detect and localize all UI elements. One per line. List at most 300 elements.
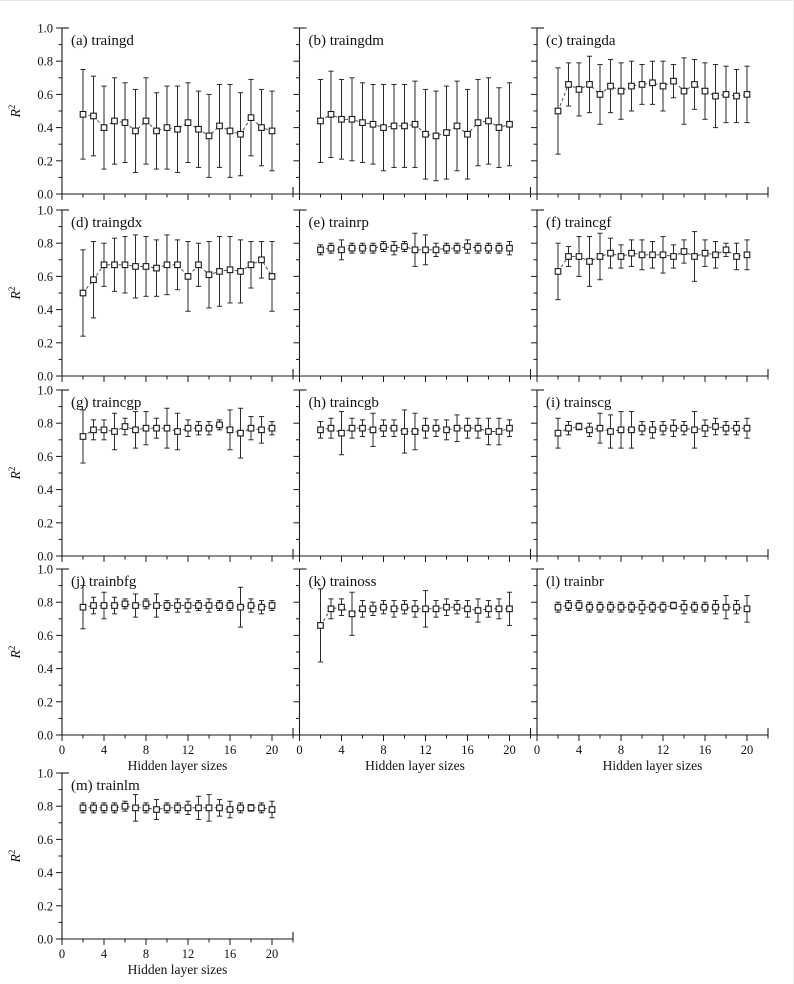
y-tick-label: 0.8	[37, 799, 53, 814]
data-point-marker	[259, 427, 265, 433]
x-tick-label: 0	[58, 743, 66, 757]
data-point-marker	[660, 252, 666, 258]
panel-label: (l) trainbr	[546, 574, 604, 590]
data-point-marker	[360, 245, 366, 251]
panel-label: (f) traincgf	[546, 215, 612, 231]
y-axis-title: $R^2$	[7, 849, 23, 863]
data-point-marker	[217, 123, 223, 129]
data-point-marker	[671, 603, 677, 609]
data-point-marker	[248, 603, 254, 609]
data-point-marker	[143, 805, 149, 811]
data-point-marker	[248, 805, 254, 811]
data-point-marker	[112, 603, 118, 609]
x-axis-title: Hidden layer sizes	[602, 758, 703, 773]
y-tick-label: 0.4	[37, 483, 53, 498]
y-tick-label: 0.2	[37, 695, 53, 710]
panel-m	[7, 767, 293, 978]
data-point-marker	[269, 128, 275, 134]
data-point-marker	[91, 603, 97, 609]
data-point-marker	[433, 425, 439, 431]
data-point-marker	[227, 603, 233, 609]
data-point-marker	[444, 245, 450, 251]
data-point-marker	[112, 262, 118, 268]
data-point-marker	[143, 425, 149, 431]
data-point-marker	[597, 425, 603, 431]
data-point-marker	[433, 606, 439, 612]
y-tick-label: 0.8	[37, 236, 53, 251]
x-tick-label: 16	[223, 947, 237, 961]
data-point-marker	[486, 429, 492, 435]
data-point-marker	[555, 108, 561, 114]
x-tick-label: 4	[100, 947, 108, 961]
data-point-marker	[692, 254, 698, 260]
data-point-marker	[402, 604, 408, 610]
data-point-marker	[734, 604, 740, 610]
data-point-marker	[238, 604, 244, 610]
data-point-marker	[660, 425, 666, 431]
data-point-marker	[227, 427, 233, 433]
data-point-marker	[381, 125, 387, 131]
data-point-marker	[91, 427, 97, 433]
data-point-marker	[681, 425, 687, 431]
data-point-marker	[217, 805, 223, 811]
data-point-marker	[608, 604, 614, 610]
data-point-marker	[318, 427, 324, 433]
y-axis-title: $R^2$	[7, 466, 23, 480]
data-point-marker	[629, 83, 635, 89]
data-point-marker	[339, 604, 345, 610]
data-point-marker	[259, 604, 265, 610]
data-point-marker	[681, 249, 687, 255]
data-point-marker	[639, 604, 645, 610]
panel-label: (m) trainlm	[71, 778, 140, 794]
data-point-marker	[185, 274, 191, 280]
data-point-marker	[507, 121, 513, 127]
data-point-marker	[507, 606, 513, 612]
x-tick-label: 20	[265, 947, 279, 961]
panel-c	[531, 28, 768, 200]
data-point-marker	[101, 805, 107, 811]
data-point-marker	[734, 254, 740, 260]
data-point-marker	[423, 131, 429, 137]
data-point-marker	[692, 604, 698, 610]
data-point-marker	[475, 120, 481, 126]
panel-b	[294, 28, 531, 200]
y-tick-label: 0.4	[37, 121, 53, 136]
data-point-marker	[339, 430, 345, 436]
data-point-marker	[391, 425, 397, 431]
y-tick-label: 0.2	[37, 336, 53, 351]
data-point-marker	[402, 123, 408, 129]
data-point-marker	[185, 805, 191, 811]
data-point-marker	[101, 427, 107, 433]
x-tick-label: 12	[656, 743, 670, 757]
data-point-marker	[391, 606, 397, 612]
data-point-marker	[154, 425, 160, 431]
x-tick-label: 4	[338, 743, 345, 757]
data-point-marker	[713, 93, 719, 99]
data-point-marker	[227, 267, 233, 273]
data-point-marker	[671, 425, 677, 431]
data-point-marker	[597, 604, 603, 610]
data-point-marker	[328, 425, 334, 431]
data-point-marker	[175, 262, 181, 268]
x-tick-label: 0	[58, 947, 66, 961]
data-point-marker	[433, 247, 439, 253]
error-bars	[318, 589, 512, 662]
data-point-marker	[629, 250, 635, 256]
data-point-marker	[91, 805, 97, 811]
data-point-marker	[112, 805, 118, 811]
data-point-marker	[391, 123, 397, 129]
data-point-marker	[618, 427, 624, 433]
data-point-marker	[143, 264, 149, 270]
data-point-marker	[133, 805, 139, 811]
y-tick-label: 0.0	[37, 932, 53, 947]
data-point-marker	[196, 126, 202, 132]
data-point-marker	[122, 262, 128, 268]
data-point-marker	[154, 807, 160, 813]
y-tick-label: 1.0	[37, 766, 53, 781]
data-point-marker	[587, 82, 593, 88]
x-tick-label: 12	[181, 947, 195, 961]
data-point-marker	[133, 603, 139, 609]
data-point-marker	[650, 427, 656, 433]
data-point-marker	[370, 427, 376, 433]
data-point-marker	[80, 290, 86, 296]
data-point-marker	[566, 425, 572, 431]
x-tick-label: 16	[223, 743, 237, 757]
data-point-marker	[576, 254, 582, 260]
data-point-marker	[496, 429, 502, 435]
x-tick-label: 12	[419, 743, 432, 757]
data-point-marker	[608, 250, 614, 256]
data-point-marker	[608, 429, 614, 435]
panel-label: (b) traingdm	[308, 33, 384, 49]
data-point-marker	[412, 247, 418, 253]
data-point-marker	[259, 805, 265, 811]
data-point-marker	[112, 429, 118, 435]
x-axis-title: Hidden layer sizes	[127, 758, 228, 773]
data-point-marker	[122, 120, 128, 126]
data-point-marker	[175, 126, 181, 132]
data-point-marker	[143, 601, 149, 607]
data-point-marker	[238, 269, 244, 275]
x-axis-title: Hidden layer sizes	[365, 758, 465, 773]
data-point-marker	[433, 133, 439, 139]
data-point-marker	[370, 121, 376, 127]
data-point-marker	[349, 425, 355, 431]
y-tick-label: 1.0	[37, 203, 53, 218]
figure-grid	[0, 1, 794, 984]
data-point-marker	[122, 424, 128, 430]
data-point-marker	[475, 608, 481, 614]
data-point-marker	[349, 117, 355, 123]
data-point-marker	[154, 128, 160, 134]
data-point-marker	[248, 115, 254, 121]
data-point-marker	[328, 112, 334, 118]
error-bars	[80, 235, 274, 336]
data-point-marker	[91, 113, 97, 119]
data-point-marker	[318, 247, 324, 253]
data-point-marker	[608, 83, 614, 89]
data-point-marker	[206, 603, 212, 609]
data-point-marker	[555, 269, 561, 275]
data-point-marker	[349, 611, 355, 617]
data-point-marker	[196, 262, 202, 268]
x-tick-label: 12	[181, 743, 195, 757]
data-point-marker	[454, 123, 460, 129]
data-point-marker	[101, 262, 107, 268]
panel-a	[7, 22, 293, 202]
y-axis-title: $R^2$	[7, 645, 23, 659]
data-point-marker	[744, 252, 750, 258]
data-point-marker	[475, 425, 481, 431]
y-tick-label: 0.0	[37, 187, 53, 202]
data-point-marker	[639, 82, 645, 88]
data-point-marker	[660, 83, 666, 89]
data-point-marker	[381, 244, 387, 250]
data-point-marker	[723, 247, 729, 253]
data-point-marker	[259, 125, 265, 131]
data-point-marker	[734, 425, 740, 431]
y-axis-title: $R^2$	[7, 104, 23, 118]
data-point-marker	[660, 604, 666, 610]
panel-g	[7, 384, 293, 564]
data-point-marker	[381, 425, 387, 431]
x-tick-label: 4	[100, 743, 108, 757]
y-tick-label: 1.0	[37, 21, 53, 36]
x-axis-title: Hidden layer sizes	[127, 962, 228, 977]
data-point-marker	[206, 272, 212, 278]
data-point-marker	[412, 429, 418, 435]
data-point-marker	[723, 92, 729, 98]
data-point-marker	[486, 606, 492, 612]
x-tick-label: 0	[296, 743, 303, 757]
data-point-marker	[164, 125, 170, 131]
data-point-marker	[143, 118, 149, 124]
y-tick-label: 0.8	[37, 416, 53, 431]
data-point-marker	[681, 604, 687, 610]
data-point-marker	[671, 254, 677, 260]
y-tick-label: 0.4	[37, 866, 53, 881]
data-point-marker	[318, 623, 324, 629]
data-point-marker	[133, 128, 139, 134]
panel-k	[294, 569, 531, 773]
data-point-marker	[423, 425, 429, 431]
data-point-marker	[744, 606, 750, 612]
y-tick-label: 0.6	[37, 269, 53, 284]
y-tick-label: 1.0	[37, 562, 53, 577]
data-point-marker	[702, 425, 708, 431]
data-point-marker	[206, 805, 212, 811]
panel-label: (a) traingd	[71, 33, 134, 49]
data-point-marker	[444, 130, 450, 136]
data-point-marker	[175, 429, 181, 435]
data-point-marker	[101, 603, 107, 609]
data-point-marker	[360, 425, 366, 431]
data-point-marker	[196, 603, 202, 609]
data-point-marker	[465, 244, 471, 250]
data-point-marker	[402, 244, 408, 250]
data-point-marker	[269, 274, 275, 280]
y-tick-label: 0.2	[37, 516, 53, 531]
data-point-marker	[80, 112, 86, 118]
data-point-marker	[650, 252, 656, 258]
data-point-marker	[196, 425, 202, 431]
data-point-marker	[175, 603, 181, 609]
data-point-marker	[80, 434, 86, 440]
data-point-marker	[587, 604, 593, 610]
data-point-marker	[259, 257, 265, 263]
data-point-marker	[328, 245, 334, 251]
panel-h	[294, 390, 531, 562]
data-point-marker	[412, 121, 418, 127]
data-point-marker	[555, 430, 561, 436]
panel-i	[531, 390, 768, 562]
data-point-marker	[618, 604, 624, 610]
y-tick-label: 0.0	[37, 369, 53, 384]
data-point-marker	[217, 422, 223, 428]
data-point-marker	[101, 125, 107, 131]
error-bars	[80, 70, 274, 178]
x-tick-label: 16	[461, 743, 474, 757]
data-point-marker	[507, 425, 513, 431]
data-point-marker	[692, 82, 698, 88]
data-point-marker	[465, 425, 471, 431]
data-point-marker	[639, 252, 645, 258]
panel-label: (j) trainbfg	[71, 574, 137, 590]
data-point-marker	[713, 252, 719, 258]
data-point-marker	[164, 805, 170, 811]
data-point-marker	[576, 424, 582, 430]
data-point-marker	[381, 604, 387, 610]
data-point-marker	[475, 245, 481, 251]
data-point-marker	[328, 606, 334, 612]
data-point-marker	[566, 603, 572, 609]
data-point-marker	[339, 247, 345, 253]
data-point-marker	[196, 805, 202, 811]
panel-label: (c) traingda	[546, 33, 616, 49]
panel-e	[294, 210, 531, 382]
data-point-marker	[486, 245, 492, 251]
data-point-marker	[133, 427, 139, 433]
data-point-marker	[496, 125, 502, 131]
data-point-markers	[80, 803, 275, 812]
data-point-marker	[360, 606, 366, 612]
y-tick-label: 0.6	[37, 449, 53, 464]
y-tick-label: 0.8	[37, 595, 53, 610]
data-point-marker	[206, 425, 212, 431]
data-point-marker	[91, 277, 97, 283]
y-tick-label: 0.4	[37, 303, 53, 318]
data-point-marker	[650, 80, 656, 86]
data-point-markers	[80, 601, 275, 610]
data-point-marker	[496, 606, 502, 612]
x-tick-label: 0	[533, 743, 541, 757]
error-bars	[555, 56, 749, 154]
y-tick-label: 0.6	[37, 628, 53, 643]
data-point-marker	[734, 93, 740, 99]
data-point-marker	[154, 265, 160, 271]
x-tick-label: 8	[142, 743, 150, 757]
data-point-marker	[80, 604, 86, 610]
y-tick-label: 1.0	[37, 383, 53, 398]
data-point-marker	[692, 427, 698, 433]
y-tick-label: 0.0	[37, 728, 53, 743]
data-point-marker	[370, 245, 376, 251]
data-point-marker	[217, 603, 223, 609]
data-point-marker	[576, 87, 582, 93]
y-tick-label: 0.4	[37, 662, 53, 677]
data-point-marker	[597, 254, 603, 260]
x-tick-label: 8	[380, 743, 387, 757]
data-point-marker	[349, 245, 355, 251]
data-point-marker	[227, 128, 233, 134]
data-point-markers	[555, 603, 750, 612]
data-point-marker	[206, 133, 212, 139]
data-point-marker	[423, 247, 429, 253]
x-tick-label: 20	[740, 743, 754, 757]
data-point-marker	[702, 250, 708, 256]
data-point-marker	[391, 245, 397, 251]
panel-d	[7, 204, 293, 384]
data-point-marker	[744, 92, 750, 98]
y-tick-label: 0.6	[37, 87, 53, 102]
y-tick-label: 0.6	[37, 832, 53, 847]
data-point-marker	[238, 805, 244, 811]
data-point-marker	[248, 262, 254, 268]
data-point-marker	[597, 92, 603, 98]
data-point-marker	[402, 429, 408, 435]
data-point-marker	[454, 604, 460, 610]
data-point-marker	[507, 245, 513, 251]
data-point-marker	[122, 803, 128, 809]
data-point-marker	[444, 604, 450, 610]
data-point-marker	[164, 603, 170, 609]
data-point-marker	[723, 604, 729, 610]
panel-j	[7, 563, 293, 774]
data-point-marker	[269, 807, 275, 813]
panel-label: (h) traincgb	[308, 395, 379, 411]
data-point-marker	[112, 118, 118, 124]
y-tick-label: 0.2	[37, 154, 53, 169]
data-point-marker	[671, 78, 677, 84]
x-tick-label: 20	[503, 743, 516, 757]
data-point-marker	[681, 88, 687, 94]
data-point-marker	[639, 425, 645, 431]
data-point-marker	[412, 606, 418, 612]
data-point-marker	[164, 262, 170, 268]
data-point-marker	[185, 120, 191, 126]
data-point-marker	[454, 245, 460, 251]
data-point-marker	[269, 425, 275, 431]
y-axis-title: $R^2$	[7, 286, 23, 300]
data-point-marker	[133, 264, 139, 270]
data-point-marker	[238, 131, 244, 137]
data-point-marker	[175, 805, 181, 811]
data-point-marker	[744, 425, 750, 431]
data-point-marker	[587, 427, 593, 433]
data-point-marker	[185, 603, 191, 609]
data-point-marker	[154, 603, 160, 609]
panel-f	[531, 210, 768, 382]
panel-l	[531, 569, 768, 773]
error-bars	[80, 408, 274, 463]
data-point-marker	[269, 603, 275, 609]
data-point-marker	[248, 425, 254, 431]
panel-label: (i) trainscg	[546, 395, 612, 411]
